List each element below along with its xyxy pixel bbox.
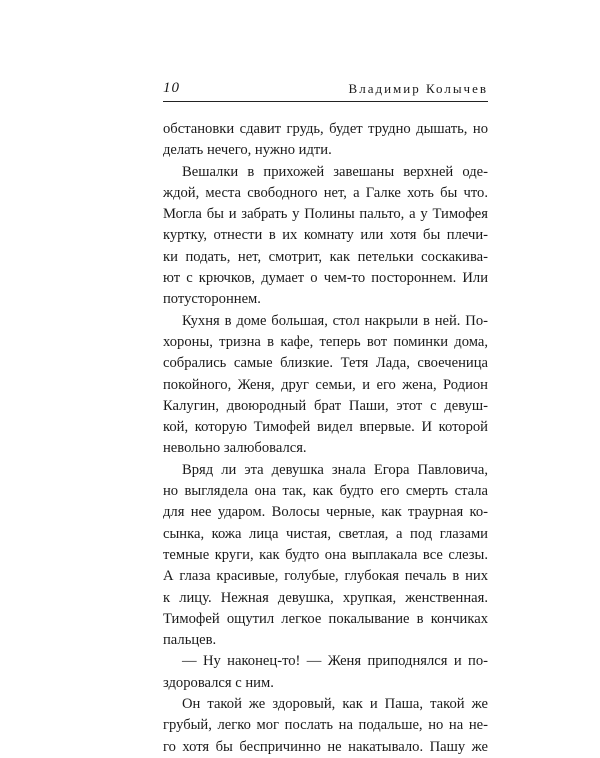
body-text [163, 119, 488, 758]
text-line: куртку, отнести в их комнату или хотя бы плечи- [163, 227, 488, 244]
text-line: грубый, легко мог послать на подальше, но на не- [163, 717, 488, 734]
running-title: Владимир Колычев [348, 81, 488, 96]
text-line: Могла бы и забрать у Полины пальто, а у Тимофея [163, 206, 488, 223]
text-line: темные круги, как будто она выплакала все слезы. [163, 546, 488, 563]
text-line: сынка, кожа лица чистая, светлая, а под глазами [163, 525, 488, 542]
text-line: го хотя бы беспричинно не накатывало. Пашу же [163, 738, 488, 755]
text-line: здоровался с ним. [163, 674, 274, 691]
text-line: А глаза красивые, голубые, глубокая печаль в них [163, 568, 488, 585]
text-line: Вряд ли эта девушка знала Егора Павловича, [182, 461, 488, 478]
page-header [163, 80, 488, 102]
page-number: 10 [163, 80, 180, 96]
text-line: хороны, тризна в кафе, теперь вот поминки дома, [163, 333, 488, 350]
header-rule [163, 101, 488, 102]
text-line: потустороннем. [163, 291, 261, 308]
text-line: ки подать, нет, смотрит, как петельки соскакива- [163, 248, 488, 265]
text-line: Калугин, двоюродный брат Паши, этот с девуш- [163, 397, 488, 414]
text-line: собрались самые близкие. Тетя Лада, своеченица [163, 355, 488, 372]
text-line: обстановки сдавит грудь, будет трудно дышать, но [163, 121, 488, 137]
text-line: Тимофей ощутил легкое покалывание в кончиках [163, 610, 488, 627]
text-line: невольно залюбовался. [163, 440, 307, 457]
text-line: Вешалки в прихожей завешаны верхней оде- [182, 163, 488, 180]
text-line: — Ну наконец-то! — Женя приподнялся и по- [182, 653, 488, 670]
text-line: делать нечего, нужно идти. [163, 142, 332, 159]
text-line: покойного, Женя, друг семьи, и его жена, Родион [163, 376, 488, 393]
text-line: для нее ударом. Волосы черные, как траурная ко- [163, 504, 488, 521]
text-line: кой, которую Тимофей видел впервые. И которой [163, 419, 488, 436]
text-line: ждой, места свободного нет, а Галке хоть бы что. [163, 184, 488, 201]
text-line: пальцев. [163, 632, 217, 649]
text-line: Кухня в доме большая, стол накрыли в ней. По- [182, 312, 488, 329]
text-line: ют с крючков, думает о чем-то постороннем. Или [163, 270, 488, 287]
text-line: но выглядела она так, как будто его смерть стала [163, 483, 488, 500]
text-line: Он такой же здоровый, как и Паша, такой же [182, 696, 488, 713]
text-line: к лицу. Нежная девушка, хрупкая, женственная. [163, 589, 488, 606]
